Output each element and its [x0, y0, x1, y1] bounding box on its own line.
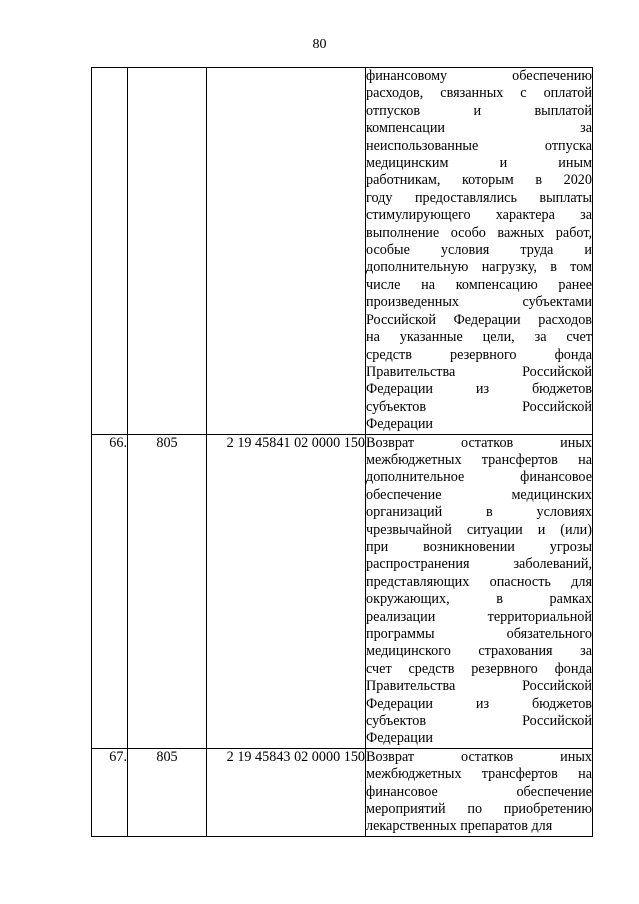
description-line: чрезвычайной ситуации и (или): [366, 521, 592, 538]
description-line: мероприятий по приобретению: [366, 801, 592, 818]
description-line: субъектов Российской: [366, 398, 592, 415]
description-line: особые условия труда и: [366, 242, 592, 259]
income-description-cell: [366, 434, 593, 748]
description-line: неиспользованные отпуска: [366, 137, 592, 154]
description-line: выполнение особо важных работ,: [366, 224, 592, 241]
budget-code-cell: 2 19 45843 02 0000 150: [207, 748, 366, 836]
description-line: работникам, которым в 2020: [366, 172, 592, 189]
description-line: дополнительное финансовое: [366, 469, 592, 486]
description-line: стимулирующего характера за: [366, 207, 592, 224]
income-description-cell: [366, 748, 593, 836]
description-line: Возврат остатков иных: [366, 748, 592, 765]
admin-code-cell: [128, 68, 207, 435]
description-line: Российской Федерации расходов: [366, 311, 592, 328]
description-line: на указанные цели, за счет: [366, 329, 592, 346]
table-row: [92, 68, 593, 435]
page-number: 80: [312, 37, 327, 52]
row-number-cell: [92, 68, 128, 435]
description-line: Федерации: [366, 730, 434, 747]
budget-codes-table: [91, 67, 593, 837]
description-line: Федерации из бюджетов: [366, 695, 592, 712]
admin-code-cell: 805: [128, 748, 207, 836]
description-line: числе на компенсацию ранее: [366, 276, 592, 293]
description-line: произведенных субъектами: [366, 294, 592, 311]
income-description-cell: [366, 68, 593, 435]
description-line: окружающих, в рамках: [366, 591, 592, 608]
table-row: [92, 748, 593, 836]
description-line: компенсации за: [366, 120, 592, 137]
description-line: организаций в условиях: [366, 504, 592, 521]
description-line: медицинского страхования за: [366, 643, 592, 660]
description-line: Федерации из бюджетов: [366, 381, 592, 398]
description-line: при возникновении угрозы: [366, 538, 592, 555]
description-line: отпусков и выплатой: [366, 102, 592, 119]
description-line: средств резервного фонда: [366, 346, 592, 363]
row-number-cell: 66.: [92, 434, 128, 748]
description-line: финансовое обеспечение: [366, 783, 592, 800]
description-line: реализации территориальной: [366, 608, 592, 625]
description-line: расходов, связанных с оплатой: [366, 85, 592, 102]
budget-code-cell: 2 19 45841 02 0000 150: [207, 434, 366, 748]
budget-code-cell: [207, 68, 366, 435]
description-line: Правительства Российской: [366, 363, 592, 380]
description-line: субъектов Российской: [366, 713, 592, 730]
description-line: Правительства Российской: [366, 678, 592, 695]
description-line: году предоставлялись выплаты: [366, 189, 592, 206]
row-number-cell: 67.: [92, 748, 128, 836]
description-line: обеспечение медицинских: [366, 486, 592, 503]
description-line: счет средств резервного фонда: [366, 660, 592, 677]
description-line: представляющих опасность для: [366, 573, 592, 590]
table-row: [92, 434, 593, 748]
description-line: Федерации: [366, 416, 434, 433]
description-line: дополнительную нагрузку, в том: [366, 259, 592, 276]
description-line: распространения заболеваний,: [366, 556, 592, 573]
description-line: Возврат остатков иных: [366, 434, 592, 451]
description-line: межбюджетных трансфертов на: [366, 766, 592, 783]
description-line: финансовому обеспечению: [366, 68, 592, 84]
description-line: медицинским и иным: [366, 155, 592, 172]
admin-code-cell: 805: [128, 434, 207, 748]
description-line: лекарственных препаратов для: [366, 818, 553, 835]
description-line: межбюджетных трансфертов на: [366, 451, 592, 468]
table-body: [92, 68, 593, 837]
description-line: программы обязательного: [366, 626, 592, 642]
